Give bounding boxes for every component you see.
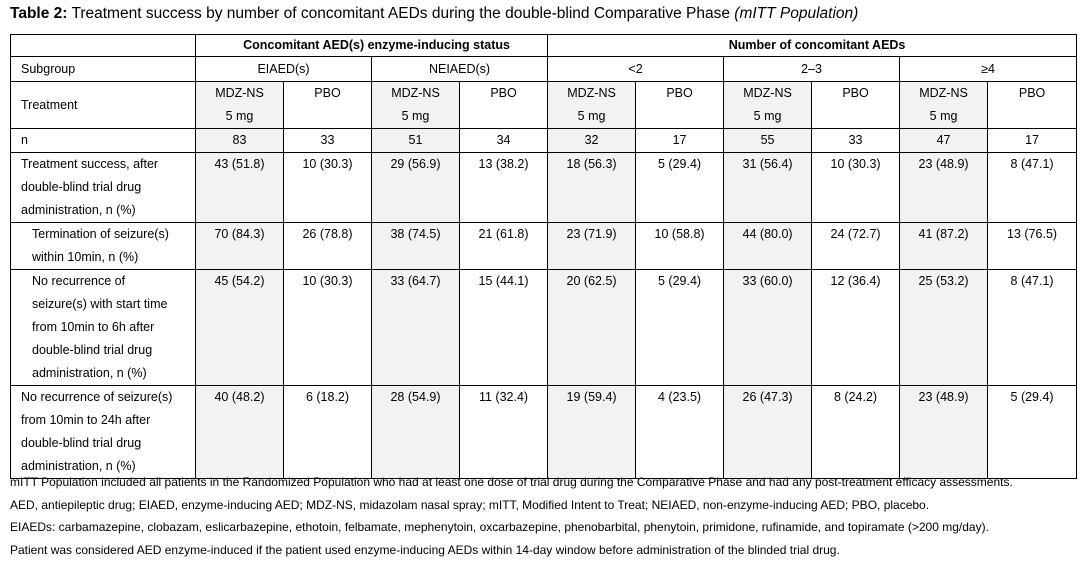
row-label-line: double-blind trial drug	[32, 343, 153, 357]
value-cell: 18 (56.3)	[548, 153, 636, 223]
row-label-line: administration, n (%)	[21, 459, 136, 473]
subgroup-neiaed: NEIAED(s)	[372, 57, 548, 82]
table-caption	[10, 5, 858, 23]
value-cell: 21 (61.8)	[460, 223, 548, 270]
value-cell: 26 (47.3)	[724, 386, 812, 479]
treatment-mdz-cell	[372, 82, 460, 129]
table-label: Table 2:	[10, 5, 68, 22]
value-cell: 31 (56.4)	[724, 153, 812, 223]
value-cell: 38 (74.5)	[372, 223, 460, 270]
subgroup-row	[11, 57, 1077, 82]
row-label-line: double-blind trial drug	[21, 436, 142, 450]
group-number-of-aeds: Number of concomitant AEDs	[548, 35, 1077, 57]
table-title: Treatment success by number of concomitant AEDs during the double-blind Comparative Phase	[67, 5, 735, 22]
table-row	[11, 386, 1077, 479]
value-cell: 11 (32.4)	[460, 386, 548, 479]
value-cell: 33	[284, 129, 372, 153]
value-cell: 83	[196, 129, 284, 153]
treatment-mdz-cell	[724, 82, 812, 129]
value-cell: 23 (48.9)	[900, 386, 988, 479]
treatment-mdz-name: MDZ-NS	[919, 86, 968, 100]
value-cell: 17	[988, 129, 1077, 153]
treatment-mdz-dose: 5 mg	[577, 109, 606, 123]
row-label-line: seizure(s) with start time	[32, 297, 168, 311]
value-cell: 19 (59.4)	[548, 386, 636, 479]
table-row	[11, 153, 1077, 223]
row-label	[11, 386, 196, 479]
value-cell: 10 (30.3)	[284, 153, 372, 223]
value-cell: 33 (60.0)	[724, 270, 812, 386]
row-label	[11, 270, 196, 386]
value-cell: 23 (48.9)	[900, 153, 988, 223]
value-cell: 17	[636, 129, 724, 153]
value-cell: 45 (54.2)	[196, 270, 284, 386]
value-cell: 51	[372, 129, 460, 153]
treatment-mdz-name: MDZ-NS	[391, 86, 440, 100]
row-label-line: Termination of seizure(s)	[32, 227, 169, 241]
row-label-line: from 10min to 6h after	[32, 320, 155, 334]
treatment-mdz-name: MDZ-NS	[567, 86, 616, 100]
treatment-row	[11, 82, 1077, 129]
row-label	[11, 223, 196, 270]
row-label-line: from 10min to 24h after	[21, 413, 151, 427]
value-cell: 23 (71.9)	[548, 223, 636, 270]
treatment-mdz-name: MDZ-NS	[743, 86, 792, 100]
row-label-line: double-blind trial drug	[21, 180, 142, 194]
subgroup-label: Subgroup	[11, 57, 196, 82]
treatment-mdz-name: MDZ-NS	[215, 86, 264, 100]
treatment-mdz-cell	[548, 82, 636, 129]
treatment-mdz-dose: 5 mg	[225, 109, 254, 123]
footnotes	[10, 471, 1013, 561]
table-row	[11, 223, 1077, 270]
treatment-pbo-cell: PBO	[636, 82, 724, 129]
footnote-line: Patient was considered AED enzyme-induced if the patient used enzyme-inducing AEDs within 14-day window before administration of the blinded trial drug.	[10, 542, 840, 557]
value-cell: 40 (48.2)	[196, 386, 284, 479]
value-cell: 26 (78.8)	[284, 223, 372, 270]
value-cell: 10 (58.8)	[636, 223, 724, 270]
treatment-mdz-cell	[900, 82, 988, 129]
footnote-line: AED, antiepileptic drug; EIAED, enzyme-inducing AED; MDZ-NS, midazolam nasal spray; mITT, Modified Intent to Treat; NEIAED, non-enzyme-inducing AED; PBO, placebo.	[10, 497, 930, 512]
subgroup-eiaed: EIAED(s)	[196, 57, 372, 82]
treatment-mdz-cell	[196, 82, 284, 129]
group-header-row	[11, 35, 1077, 57]
row-label	[11, 153, 196, 223]
row-label-line: within 10min, n (%)	[32, 250, 139, 264]
row-label-line: administration, n (%)	[32, 366, 147, 380]
value-cell: 33 (64.7)	[372, 270, 460, 386]
value-cell: 15 (44.1)	[460, 270, 548, 386]
value-cell: 5 (29.4)	[636, 153, 724, 223]
value-cell: 4 (23.5)	[636, 386, 724, 479]
table-row	[11, 270, 1077, 386]
value-cell: 34	[460, 129, 548, 153]
value-cell: 55	[724, 129, 812, 153]
value-cell: 44 (80.0)	[724, 223, 812, 270]
value-cell: 32	[548, 129, 636, 153]
treatment-pbo-cell: PBO	[988, 82, 1077, 129]
footnote-line: EIAEDs: carbamazepine, clobazam, eslicarbazepine, ethotoin, felbamate, mephenytoin, oxcarbazepine, phenobarbital, phenytoin, primidone, rufinamide, and topiramate (>200 mg/day).	[10, 520, 989, 535]
value-cell: 6 (18.2)	[284, 386, 372, 479]
value-cell: 13 (38.2)	[460, 153, 548, 223]
value-cell: 20 (62.5)	[548, 270, 636, 386]
population-label: (mITT Population)	[734, 5, 859, 22]
row-label-line: No recurrence of seizure(s)	[21, 390, 173, 404]
value-cell: 70 (84.3)	[196, 223, 284, 270]
row-label-line: No recurrence of	[32, 274, 126, 288]
value-cell: 24 (72.7)	[812, 223, 900, 270]
value-cell: 25 (53.2)	[900, 270, 988, 386]
row-label-line: Treatment success, after	[21, 157, 159, 171]
treatment-mdz-dose: 5 mg	[753, 109, 782, 123]
value-cell: 8 (47.1)	[988, 270, 1077, 386]
value-cell: 12 (36.4)	[812, 270, 900, 386]
table-row	[11, 129, 1077, 153]
value-cell: 33	[812, 129, 900, 153]
subgroup-2-3: 2–3	[724, 57, 900, 82]
value-cell: 8 (47.1)	[988, 153, 1077, 223]
value-cell: 10 (30.3)	[812, 153, 900, 223]
footnote-line: mITT Population included all patients in the Randomized Population who had at least one dose of trial drug during the Comparative Phase and had any post-treatment efficacy assessments.	[10, 475, 1013, 489]
treatment-mdz-dose: 5 mg	[401, 109, 430, 123]
treatment-pbo-cell: PBO	[460, 82, 548, 129]
group-enzyme-status: Concomitant AED(s) enzyme-inducing status	[196, 35, 548, 57]
value-cell: 5 (29.4)	[636, 270, 724, 386]
treatment-mdz-dose: 5 mg	[929, 109, 958, 123]
value-cell: 28 (54.9)	[372, 386, 460, 479]
subgroup-lt2: <2	[548, 57, 724, 82]
value-cell: 5 (29.4)	[988, 386, 1077, 479]
value-cell: 43 (51.8)	[196, 153, 284, 223]
row-label-line: administration, n (%)	[21, 203, 136, 217]
row-label-line: n	[21, 133, 28, 147]
treatment-pbo-cell: PBO	[812, 82, 900, 129]
value-cell: 10 (30.3)	[284, 270, 372, 386]
value-cell: 41 (87.2)	[900, 223, 988, 270]
treatment-pbo-cell: PBO	[284, 82, 372, 129]
treatment-label: Treatment	[11, 82, 196, 129]
value-cell: 13 (76.5)	[988, 223, 1077, 270]
blank-corner-cell	[11, 35, 196, 57]
value-cell: 8 (24.2)	[812, 386, 900, 479]
row-label	[11, 129, 196, 153]
results-table	[10, 34, 1077, 479]
value-cell: 47	[900, 129, 988, 153]
value-cell: 29 (56.9)	[372, 153, 460, 223]
subgroup-ge4: ≥4	[900, 57, 1077, 82]
